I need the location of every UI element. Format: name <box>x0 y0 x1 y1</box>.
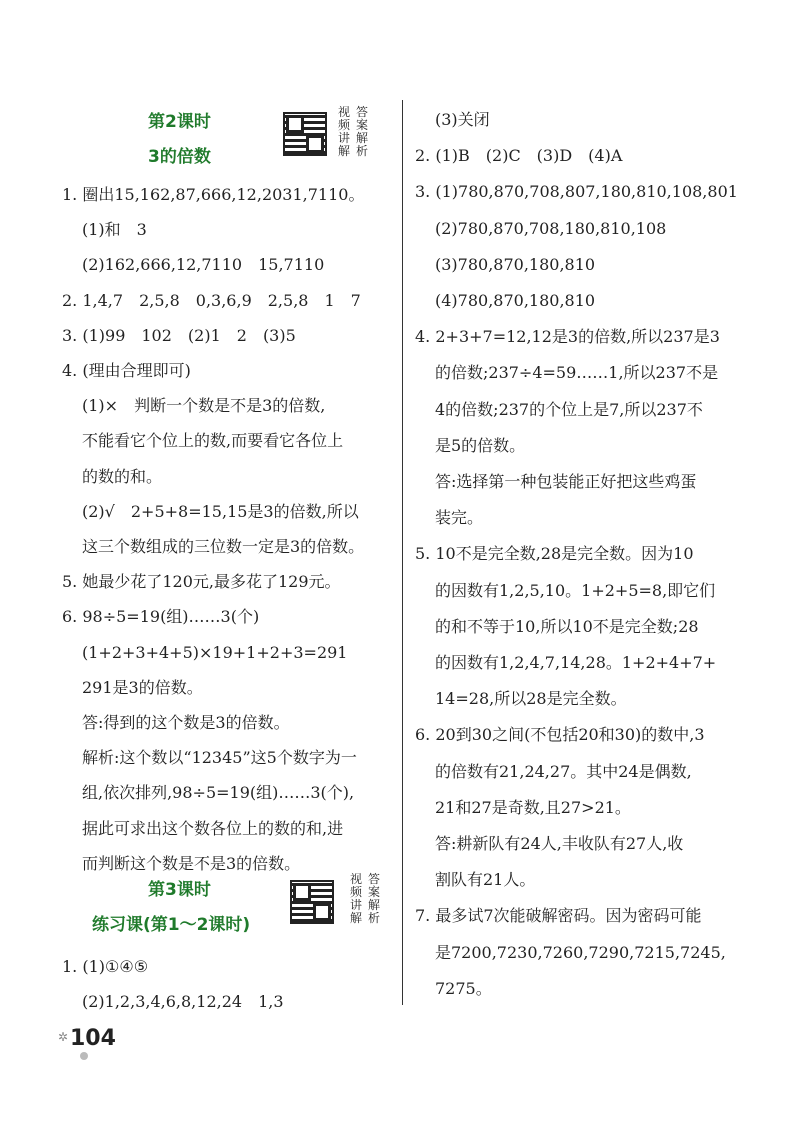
text-line: 割队有21人。 <box>435 870 536 890</box>
text-line: 6. 98÷5=19(组)……3(个) <box>62 607 260 627</box>
lesson-title: 第3课时 <box>148 880 211 900</box>
text-line: (3)780,870,180,810 <box>435 254 596 274</box>
text-line: 解析:这个数以“12345”这5个数字为一 <box>82 748 357 768</box>
text-line: 2. (1)B (2)C (3)D (4)A <box>415 146 623 166</box>
text-line: 组,依次排列,98÷5=19(组)……3(个), <box>82 783 355 803</box>
text-line: 据此可求出这个数各位上的数的和,进 <box>82 818 344 838</box>
text-line: (2)780,870,708,180,810,108 <box>435 218 667 238</box>
text-line: 的因数有1,2,4,7,14,28。1+2+4+7+ <box>435 653 717 672</box>
text-line: 的倍数;237÷4=59……1,所以237不是 <box>435 363 719 383</box>
text-line: (1)× 判断一个数是不是3的倍数, <box>82 396 326 416</box>
text-line: 的倍数有21,24,27。其中24是偶数, <box>435 761 692 781</box>
text-line: 4的倍数;237的个位上是7,所以237不 <box>435 399 703 419</box>
qr-caption: 答案解析 <box>356 105 371 158</box>
text-line: 是7200,7230,7260,7290,7215,7245, <box>435 942 726 962</box>
text-line: 2. 1,4,7 2,5,8 0,3,6,9 2,5,8 1 7 <box>62 290 361 310</box>
text-line: 而判断这个数是不是3的倍数。 <box>82 853 301 873</box>
text-line: 5. 10不是完全数,28是完全数。因为10 <box>415 544 694 564</box>
text-line: 答:耕新队有24人,丰收队有27人,收 <box>435 834 684 853</box>
text-line: 291是3的倍数。 <box>82 677 203 697</box>
text-line: 5. 她最少花了120元,最多花了129元。 <box>62 572 341 592</box>
qr-code-icon[interactable] <box>283 112 327 156</box>
text-line: 14=28,所以28是完全数。 <box>435 689 627 709</box>
column-divider <box>402 100 403 1005</box>
text-line: (2)1,2,3,4,6,8,12,24 1,3 <box>82 992 284 1011</box>
text-line: 1. 圈出15,162,87,666,12,2031,7110。 <box>62 185 365 204</box>
text-line: 4. (理由合理即可) <box>62 361 191 380</box>
text-line: 这三个数组成的三位数一定是3的倍数。 <box>82 537 365 556</box>
text-line: 是5的倍数。 <box>435 435 526 455</box>
page-number: 104 <box>70 1026 116 1051</box>
qr-caption: 视频讲解 <box>338 105 353 158</box>
lesson-title: 第2课时 <box>148 112 211 132</box>
text-line: 7275。 <box>435 978 492 998</box>
text-line: (1+2+3+4+5)×19+1+2+3=291 <box>82 642 348 662</box>
text-line: (3)关闭 <box>435 110 490 129</box>
qr-caption: 视频讲解 <box>350 872 365 925</box>
text-line: 21和27是奇数,且27>21。 <box>435 797 631 817</box>
text-line: 6. 20到30之间(不包括20和30)的数中,3 <box>415 725 705 745</box>
text-line: 3. (1)99 102 (2)1 2 (3)5 <box>62 325 296 345</box>
lesson-subtitle: 练习课(第1～2课时) <box>92 915 251 935</box>
text-line: 1. (1)①④⑤ <box>62 957 149 976</box>
text-line: (2)162,666,12,7110 15,7110 <box>82 255 325 275</box>
text-line: 的数的和。 <box>82 466 163 486</box>
text-line: 不能看它个位上的数,而要看它各位上 <box>82 431 344 451</box>
text-line: (1)和 3 <box>82 220 147 240</box>
text-line: 答:得到的这个数是3的倍数。 <box>82 713 290 732</box>
text-line: (2)√ 2+5+8=15,15是3的倍数,所以 <box>82 501 359 521</box>
qr-code-icon[interactable] <box>290 880 334 924</box>
text-line: 的因数有1,2,5,10。1+2+5=8,即它们 <box>435 580 716 600</box>
text-line: 的和不等于10,所以10不是完全数;28 <box>435 616 699 636</box>
text-line: 7. 最多试7次能破解密码。因为密码可能 <box>415 906 702 926</box>
star-icon: ✲ <box>58 1030 69 1044</box>
dot-decoration <box>80 1052 88 1060</box>
text-line: 答:选择第一种包装能正好把这些鸡蛋 <box>435 472 697 491</box>
lesson-subtitle: 3的倍数 <box>148 147 211 167</box>
text-line: 3. (1)780,870,708,807,180,810,108,801 <box>415 182 738 202</box>
text-line: 4. 2+3+7=12,12是3的倍数,所以237是3 <box>415 327 720 347</box>
text-line: 装完。 <box>435 508 484 528</box>
text-line: (4)780,870,180,810 <box>435 291 596 310</box>
qr-caption: 答案解析 <box>368 872 383 925</box>
